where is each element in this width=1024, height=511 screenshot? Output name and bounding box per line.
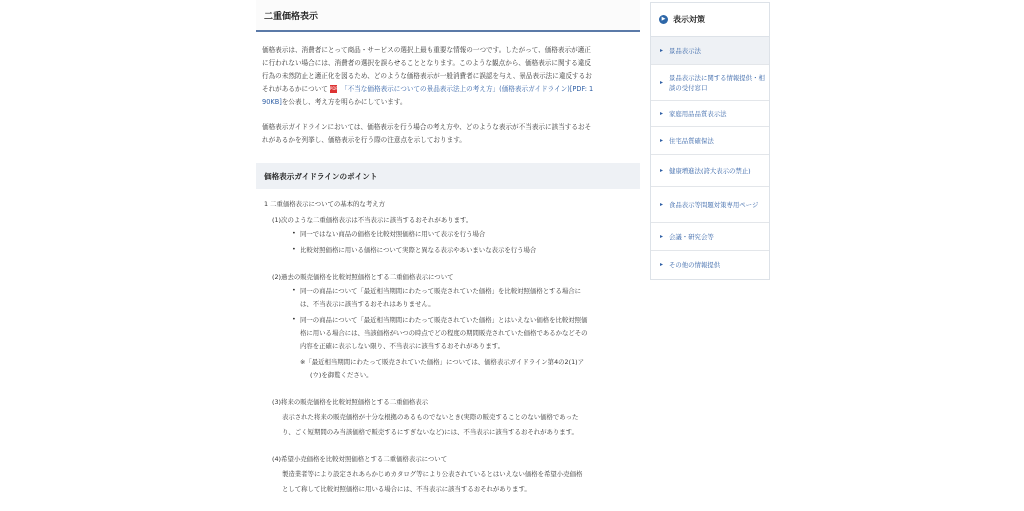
intro-paragraph xyxy=(262,44,634,109)
sidebar-title-label: 表示対策 xyxy=(673,15,705,24)
main-content xyxy=(256,0,640,189)
chevron-right-icon: ▸ xyxy=(660,232,664,240)
chevron-right-icon: ▸ xyxy=(660,78,664,86)
section-heading: 1 二重価格表示についての基本的な考え方 xyxy=(264,200,385,208)
list-item: • 比較対照価格に用いる価格について実際と異なる表示やあいまいな表示を行う場合 xyxy=(300,245,536,254)
sidebar-item-consultation[interactable] xyxy=(651,65,769,101)
intro-line xyxy=(262,83,634,96)
list-item: • 同一ではない商品の価格を比較対照価格に用いて表示を行う場合 xyxy=(300,229,485,238)
sidebar-item-label: その他の情報提供 xyxy=(669,261,721,269)
intro2-paragraph xyxy=(262,121,634,147)
subsection-heading: (4)希望小売価格を比較対照価格とする二重価格表示について xyxy=(272,455,448,463)
sidebar-item-food-labeling[interactable] xyxy=(651,187,769,223)
list-item: • 同一の商品について「最近相当期間にわたって販売されていた価格」とはいえない価格を比較対照価 xyxy=(300,315,587,324)
body-text: 表示された将来の販売価格が十分な根拠のあるものでないとき(実際の販売することのない価格であった xyxy=(282,413,579,421)
arrow-circle-icon: ▶ xyxy=(659,15,668,24)
sidebar-item-label: 景品表示法 xyxy=(669,46,701,55)
chevron-right-icon: ▸ xyxy=(660,166,664,174)
chevron-right-icon: ▸ xyxy=(660,136,664,144)
intro-line xyxy=(262,96,634,109)
body-text: 製造業者等により設定されあらかじめカタログ等により公表されているとはいえない価格を希望小売価格 xyxy=(282,470,583,478)
guideline-pdf-link[interactable]: 「不当な価格表示についての景品表示法上の考え方」(価格表示ガイドライン)[PDF: 1 xyxy=(341,85,594,93)
subsection-heading: (3)将来の販売価格を比較対照価格とする二重価格表示 xyxy=(272,398,429,406)
chevron-right-icon: ▸ xyxy=(660,46,664,54)
sidebar xyxy=(650,2,770,280)
intro2-line: 価格表示ガイドラインにおいては、価格表示を行う場合の考え方や、どのような表示が不当表示に該当するおそ xyxy=(262,123,592,131)
intro-line: に行われない場合には、消費者の選択を誤らせることとなります。このような観点から、価格表示に関する違反 xyxy=(262,59,591,67)
note-text: ※「最近相当期間にわたって販売されていた価格」については、価格表示ガイドライン第4の2(1)ア xyxy=(300,358,585,366)
intro-text: を公表し、考え方を明らかにしています。 xyxy=(281,98,407,106)
sidebar-item-label: 健康増進法(誇大表示の禁止) xyxy=(669,166,751,175)
chevron-right-icon: ▸ xyxy=(660,261,664,268)
guideline-heading: 価格表示ガイドラインのポイント xyxy=(256,163,640,189)
intro-text: それがあるかについて xyxy=(262,85,328,93)
list-item-cont: 格に用いる場合には、当該価格がいつの時点でどの程度の期間販売されていた価格であるかなどその xyxy=(300,329,588,337)
intro2-line: れがあるかを列挙し、価格表示を行う際の注意点を示しております。 xyxy=(262,136,466,144)
sidebar-title xyxy=(651,3,769,37)
body-text: として称して比較対照価格に用いる場合には、不当表示に該当するおそれがあります。 xyxy=(282,485,531,493)
sidebar-item-label: 家庭用品品質表示法 xyxy=(669,109,727,118)
sidebar-item-other-info[interactable] xyxy=(651,251,769,279)
list-item: • 同一の商品について「最近相当期間にわたって販売されていた価格」を比較対照価格とする場合に xyxy=(300,286,581,295)
pdf-icon: PDF xyxy=(329,86,338,91)
sidebar-item-label: 会議・研究会等 xyxy=(669,232,714,241)
body-text: り、ごく短期間のみ当該価格で販売するにすぎないなど)には、不当表示に該当するおそれがあります。 xyxy=(282,428,578,436)
subsection-heading: (2)過去の販売価格を比較対照価格とする二重価格表示について xyxy=(272,273,454,281)
sidebar-item-household-goods[interactable] xyxy=(651,101,769,127)
sidebar-item-health-promotion[interactable] xyxy=(651,155,769,187)
sidebar-item-label: 食品表示等問題対策専用ページ xyxy=(669,200,759,209)
subsection-heading: (1)次のような二重価格表示は不当表示に該当するおそれがあります。 xyxy=(272,216,473,224)
chevron-right-icon: ▸ xyxy=(660,200,664,208)
intro-line: 価格表示は、消費者にとって商品・サービスの選択上最も重要な情報の一つです。したがって、価格表示が適正 xyxy=(262,46,591,54)
sidebar-item-label: 住宅品質確保法 xyxy=(669,136,714,145)
chevron-right-icon: ▸ xyxy=(660,109,664,117)
list-item-cont: 内容を正確に表示しない限り、不当表示に該当するおそれがあります。 xyxy=(300,342,504,350)
guideline-pdf-link-cont[interactable]: 90KB] xyxy=(262,98,282,106)
page-title: 二重価格表示 xyxy=(256,0,640,32)
sidebar-item-meetings[interactable] xyxy=(651,223,769,251)
sidebar-item-housing-quality[interactable] xyxy=(651,127,769,155)
sidebar-item-label: 景品表示法に関する情報提供・相談の受付窓口 xyxy=(669,73,765,92)
intro-line: 行為の未然防止と適正化を図るため、どのような価格表示が一般消費者に誤認を与え、景品表示法に違反するお xyxy=(262,72,592,80)
sidebar-item-keihin-hyoji-ho[interactable] xyxy=(651,37,769,65)
list-item-cont: は、不当表示に該当するおそれはありません。 xyxy=(300,300,435,308)
note-text-cont: (ウ)を御覧ください。 xyxy=(310,371,373,379)
